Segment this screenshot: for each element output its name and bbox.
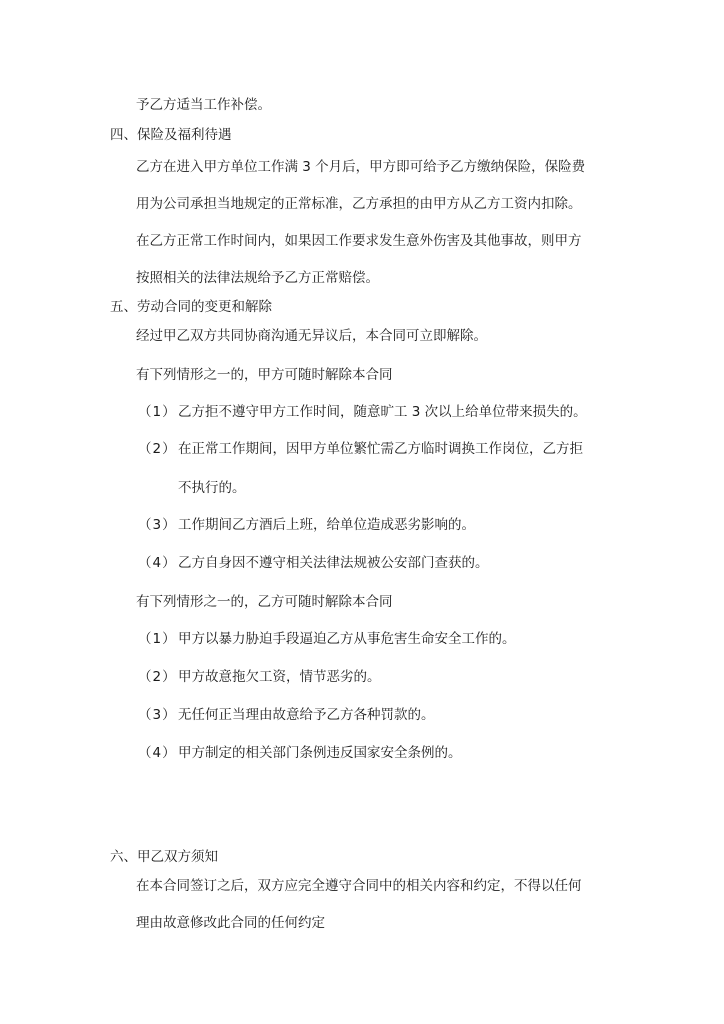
- list-item-text: 甲方制定的相关部门条例违反国家安全条例的。: [178, 745, 462, 761]
- text-line: 有下列情形之一的，乙方可随时解除本合同: [136, 594, 393, 610]
- list-item: [138, 744, 462, 762]
- list-item: [138, 630, 516, 648]
- list-item: [138, 706, 435, 724]
- list-item-text: 乙方拒不遵守甲方工作时间，随意旷工 3 次以上给单位带来损失的。: [178, 404, 587, 420]
- list-item: [138, 554, 489, 572]
- text-line: 经过甲乙双方共同协商沟通无异议后，本合同可立即解除。: [136, 328, 487, 344]
- text-line: 予乙方适当工作补偿。: [136, 97, 271, 113]
- list-item: [138, 403, 587, 421]
- list-item-number: （2）: [138, 669, 177, 685]
- list-item-continuation: 不执行的。: [178, 480, 246, 496]
- list-item-text: 无任何正当理由故意给予乙方各种罚款的。: [178, 707, 435, 723]
- section-heading-notice: 六、甲乙双方须知: [110, 849, 218, 865]
- list-item-text: 在正常工作期间，因甲方单位繁忙需乙方临时调换工作岗位，乙方拒: [178, 441, 583, 457]
- text-line: 在本合同签订之后，双方应完全遵守合同中的相关内容和约定，不得以任何: [136, 878, 582, 894]
- list-item-number: （4）: [138, 745, 177, 761]
- list-item-number: （1）: [138, 631, 177, 647]
- text-line: 乙方在进入甲方单位工作满 3 个月后，甲方即可给予乙方缴纳保险，保险费: [136, 159, 586, 175]
- section-heading-termination: 五、劳动合同的变更和解除: [110, 299, 272, 315]
- list-item-number: （3）: [138, 707, 177, 723]
- list-item-text: 乙方自身因不遵守相关法律法规被公安部门查获的。: [178, 555, 489, 571]
- text-line: 按照相关的法律法规给予乙方正常赔偿。: [136, 270, 379, 286]
- list-item-number: （3）: [138, 517, 177, 533]
- text-line: 理由故意修改此合同的任何约定: [136, 915, 325, 931]
- list-item-number: （2）: [138, 441, 177, 457]
- list-item-text: 甲方故意拖欠工资，情节恶劣的。: [178, 669, 381, 685]
- list-item-number: （1）: [138, 404, 177, 420]
- text-line: 用为公司承担当地规定的正常标准，乙方承担的由甲方从乙方工资内扣除。: [136, 196, 582, 212]
- list-item: [138, 440, 583, 458]
- list-item-text: 甲方以暴力胁迫手段逼迫乙方从事危害生命安全工作的。: [178, 631, 516, 647]
- list-item-number: （4）: [138, 555, 177, 571]
- list-item: [138, 668, 381, 686]
- section-heading-insurance: 四、保险及福利待遇: [110, 127, 232, 143]
- list-item-text: 工作期间乙方酒后上班，给单位造成恶劣影响的。: [178, 517, 475, 533]
- text-line: 有下列情形之一的，甲方可随时解除本合同: [136, 367, 393, 383]
- list-item: [138, 516, 475, 534]
- text-line: 在乙方正常工作时间内，如果因工作要求发生意外伤害及其他事故，则甲方: [136, 233, 582, 249]
